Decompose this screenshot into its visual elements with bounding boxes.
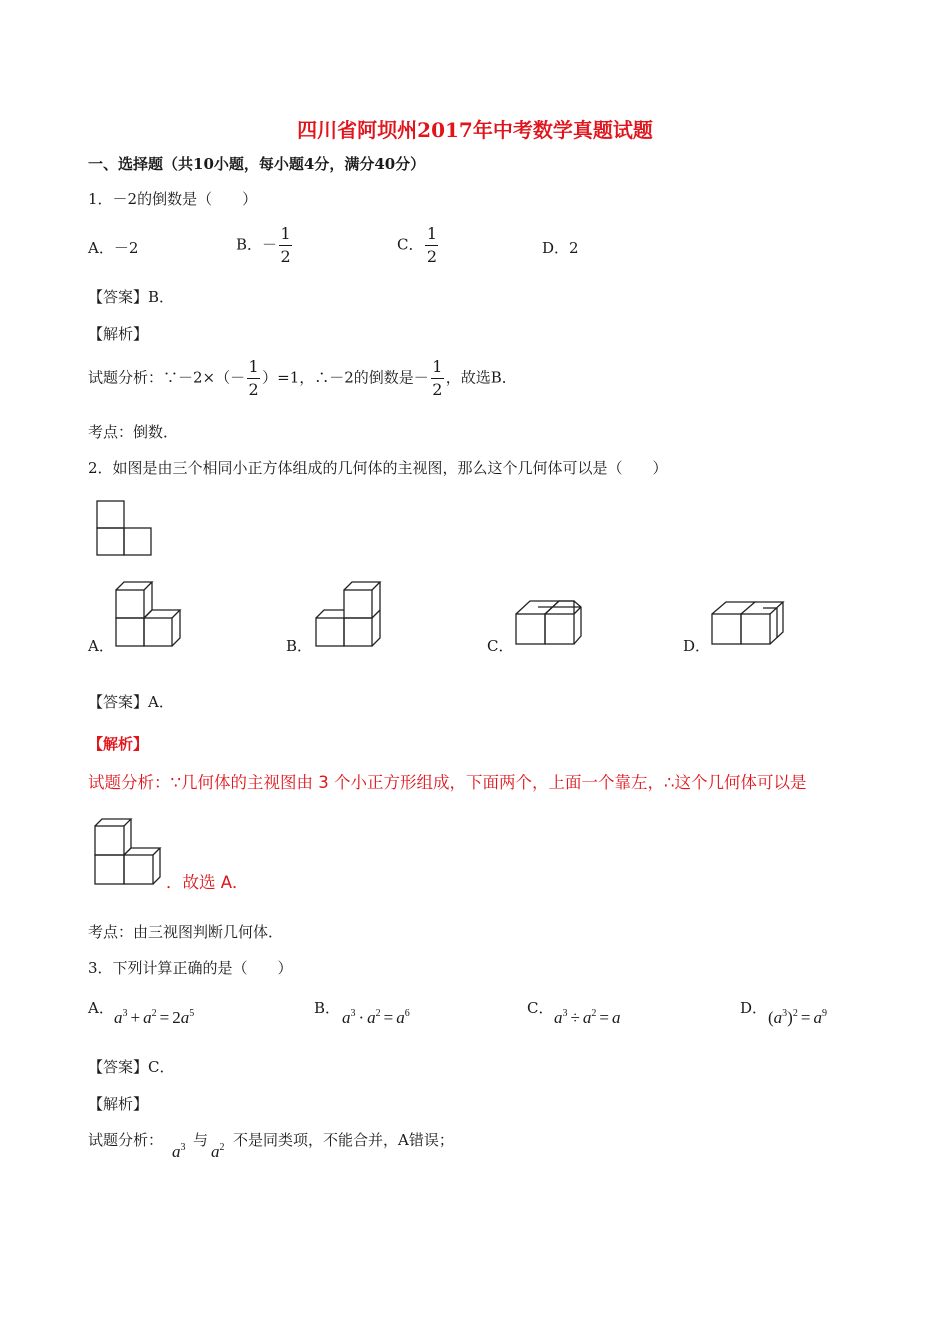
q3-analysis-prefix: 试题分析：: [88, 1131, 164, 1149]
fraction-one-half: [247, 358, 260, 399]
q2-option-c-solid: [512, 596, 588, 652]
q3-option-a-label: A．: [88, 999, 114, 1017]
fraction-numerator: 1: [248, 357, 259, 376]
fraction-bar: [279, 245, 292, 246]
q1-option-a: A．－2: [88, 239, 139, 257]
q1-option-b: [236, 225, 294, 266]
q2-option-a-solid: [112, 578, 184, 650]
q2-option-c: C．: [487, 637, 514, 655]
fraction-denominator: 2: [248, 380, 259, 399]
q3-analysis-suffix: 不是同类项，不能合并，A错误；: [233, 1131, 454, 1149]
q2-option-d-solid: [708, 596, 788, 652]
q2-option-b: B．: [286, 637, 313, 655]
q3-analysis-term-a2: $a^2$: [211, 1142, 225, 1161]
fraction-numerator: 1: [280, 224, 291, 243]
q1-option-d: D．2: [542, 239, 579, 257]
fraction-one-half: [279, 225, 292, 266]
q2-option-a: A．: [88, 637, 114, 655]
q1-analysis-part1: 试题分析：∵－2×（－: [88, 368, 246, 387]
q2-option-d: D．: [683, 637, 711, 655]
fraction-bar: [247, 378, 260, 379]
fraction-denominator: 2: [426, 247, 438, 266]
q3-option-c-formula: $a^3 \div a^2 = a$: [554, 1008, 621, 1027]
fraction-denominator: 2: [280, 247, 291, 266]
q3-option-b-label: B．: [314, 999, 341, 1017]
fraction-denominator: 2: [432, 380, 443, 399]
q3-option-b-formula: $a^3 \cdot a^2 = a^6$: [342, 1008, 410, 1027]
q3-analysis-term-a3: $a^3$: [172, 1142, 186, 1161]
front-view-figure: [96, 500, 156, 560]
question-2-stem: 2．如图是由三个相同小正方体组成的几何体的主视图，那么这个几何体可以是（ ）: [88, 459, 668, 477]
q2-analysis-text: 试题分析：∵几何体的主视图由 3 个小正方形组成，下面两个，上面一个靠左，∴这个几何体可以是: [88, 773, 807, 792]
section-heading: 一、选择题（共10小题，每小题4分，满分40分）: [88, 155, 426, 173]
q3-option-a-formula: $a^3 + a^2 = 2a^5$: [114, 1008, 195, 1027]
q1-analysis-part3: ，故选B．: [445, 368, 517, 387]
q3-answer: 【答案】C．: [88, 1058, 175, 1076]
fraction-bar: [431, 378, 444, 379]
fraction-numerator: 1: [426, 224, 438, 243]
page-title: 四川省阿坝州2017年中考数学真题试题: [297, 118, 653, 142]
fraction-one-half: [425, 225, 438, 266]
question-3-stem: 3．下列计算正确的是（ ）: [88, 959, 293, 977]
q2-analysis-solid: [90, 814, 162, 886]
q2-option-b-solid: [312, 578, 384, 650]
fraction-numerator: 1: [432, 357, 443, 376]
question-1-stem: 1．－2的倒数是（ ）: [88, 190, 258, 208]
q1-analysis-heading: 【解析】: [88, 325, 149, 343]
q2-answer: 【答案】A．: [88, 693, 174, 711]
q3-option-d-label: D．: [740, 999, 768, 1017]
q3-analysis-mid: 与: [193, 1131, 209, 1149]
q1-knowledge-point: 考点：倒数．: [88, 423, 179, 441]
q1-option-c-label: C．: [397, 235, 424, 254]
q3-option-d-formula: $(a^3)^2 = a^9$: [768, 1008, 827, 1027]
q2-knowledge-point: 考点：由三视图判断几何体．: [88, 923, 284, 941]
q1-analysis-part2: ）=1，∴－2的倒数是－: [262, 368, 429, 387]
q1-answer: 【答案】B．: [88, 288, 175, 306]
q3-analysis-heading: 【解析】: [88, 1095, 149, 1113]
q3-option-c-label: C．: [527, 999, 554, 1017]
q1-option-c: [397, 225, 440, 266]
q2-analysis-conclusion: ．故选 A．: [166, 873, 249, 892]
fraction-one-half: [431, 358, 444, 399]
q1-option-b-label: B．－: [236, 235, 278, 254]
q1-analysis: [88, 358, 517, 399]
q2-analysis-heading: 【解析】: [88, 735, 149, 753]
fraction-bar: [425, 245, 438, 246]
